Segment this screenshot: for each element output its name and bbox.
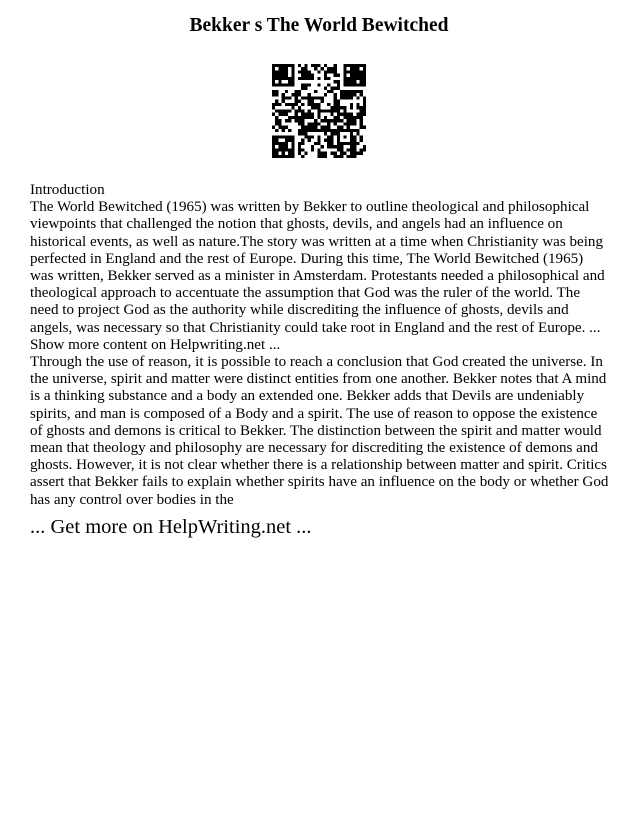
get-more-link[interactable]: ... Get more on HelpWriting.net ... (30, 516, 312, 538)
qr-code-icon[interactable] (272, 64, 366, 158)
document-title: Bekker s The World Bewitched (189, 15, 449, 36)
paragraph-reason: Through the use of reason, it is possible to reach a conclusion that God created the universe. In the universe, spirit and matter were distinct entities from one another. Bekker notes that A mind is a thinking substance and a body an extended one. Bekker adds that Devils are undeniably spirits, and man is composed of a Body and a spirit. The use of reason to oppose the existence of ghosts and demons is critical to Bekker. The distinction between the spirit and matter would mean that theology and philosophy are necessary for discrediting the existence of demons and ghosts. However, it is not clear whether there is a relationship between matter and spirit. Critics assert that Bekker fails to explain whether spirits have an influence on the body or whether God has any control over bodies in the (30, 354, 609, 508)
document-body (30, 182, 610, 509)
paragraph-intro: The World Bewitched (1965) was written by Bekker to outline theological and philosophical viewpoints that challenged the notion that ghosts, devils, and angels had an influence on historical events, as well as nature.The story was written at a time when Christianity was being perfected in England and the rest of Europe. During this time, The World Bewitched (1965) was written, Bekker served as a minister in Amsterdam. Protestants needed a philosophical and theological approach to accentuate the assumption that God was the ruler of the world. The need to project God as the authority while discrediting the influence of ghosts, devils and angels, was necessary so that Christianity could take root in England and the rest of Europe. ... Show more content on Helpwriting.net ... (30, 199, 605, 353)
section-heading: Introduction (30, 182, 105, 198)
